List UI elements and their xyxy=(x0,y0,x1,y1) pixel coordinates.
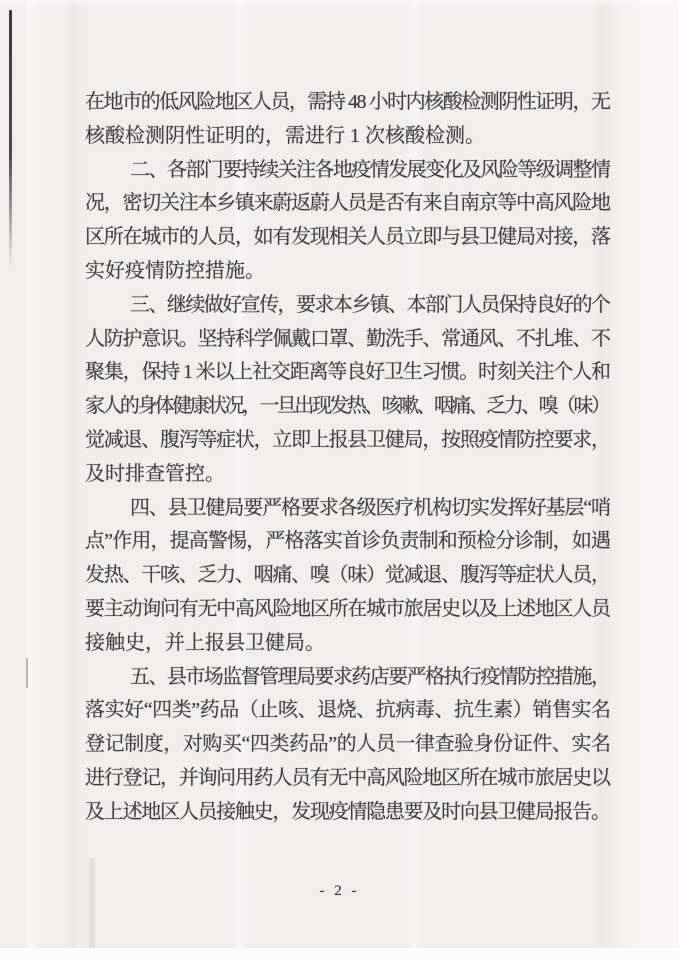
document-text: 实好疫情防控措施。 xyxy=(85,259,265,282)
document-text: 五、县市场监督管理局要求药店要严格执行疫情防控措施， xyxy=(130,665,610,688)
document-text: 落实好“四类”药品（止咳、退烧、抗病毒、抗生素）销售实名 xyxy=(85,699,611,722)
document-text: 觉减退、腹泻等症状，立即上报县卫健局，按照疫情防控要求， xyxy=(85,428,610,451)
document-text: 家人的身体健康状况，一旦出现发热、咳嗽、咽痛、乏力、嗅（味） xyxy=(85,395,609,418)
document-text-line xyxy=(85,221,611,255)
document-text: 核酸检测阴性证明的，需进行 1 次核酸检测。 xyxy=(85,124,485,147)
document-body xyxy=(85,86,611,830)
scan-edge-artifact-left xyxy=(9,10,12,268)
document-text-line xyxy=(85,627,611,661)
scan-smudge-bottom xyxy=(89,858,95,948)
document-text: 在地市的低风险地区人员，需持 48 小时内核酸检测阴性证明，无 xyxy=(85,91,610,113)
document-text: 二、各部门要持续关注各地疫情发展变化及风险等级调整情 xyxy=(130,158,610,181)
document-text-line xyxy=(85,323,611,357)
document-text-line xyxy=(85,356,611,390)
document-text: 进行登记，并询问用药人员有无中高风险地区所在城市旅居史以 xyxy=(85,766,610,789)
document-text: 三、继续做好宣传，要求本乡镇、本部门人员保持良好的个 xyxy=(130,293,610,316)
document-text: 及上述地区人员接触史，发现疫情隐患要及时向县卫健局报告。 xyxy=(85,800,610,823)
document-text-line xyxy=(85,492,611,526)
document-text-line xyxy=(85,187,611,221)
document-text-line xyxy=(85,424,611,458)
document-text-line xyxy=(85,255,611,289)
document-text: 人防护意识。坚持科学佩戴口罩、勤洗手、常通风、不扎堆、不 xyxy=(85,327,610,350)
document-text-line xyxy=(85,762,611,796)
document-text: 发热、干咳、乏力、咽痛、嗅（味）觉减退、腹泻等症状人员， xyxy=(85,564,610,587)
document-text-line xyxy=(85,120,611,154)
document-text-line xyxy=(85,559,611,593)
document-text: 登记制度，对购买“四类药品”的人员一律查验身份证件、实名 xyxy=(85,733,611,756)
document-text-line xyxy=(85,593,611,627)
document-text: 接触史，并上报县卫健局。 xyxy=(85,631,325,654)
document-text-line xyxy=(85,694,611,728)
document-text-line xyxy=(85,86,611,120)
document-text-line xyxy=(85,289,611,323)
document-text: 聚集，保持 1 米以上社交距离等良好卫生习惯。时刻关注个人和 xyxy=(85,361,610,384)
page-number: - 2 - xyxy=(319,883,360,899)
document-text: 况，密切关注本乡镇来蔚返蔚人员是否有来自南京等中高风险地 xyxy=(85,192,610,215)
document-text: 点”作用，提高警惕，严格落实首诊负责制和预检分诊制，如遇 xyxy=(85,530,611,553)
document-text-line xyxy=(85,728,611,762)
document-text-line xyxy=(85,154,611,188)
document-text-line xyxy=(85,796,611,830)
document-text-line xyxy=(85,525,611,559)
document-text: 区所在城市的人员，如有发现相关人员立即与县卫健局对接，落 xyxy=(85,226,610,249)
document-text: 四、县卫健局要严格要求各级医疗机构切实发挥好基层“哨 xyxy=(130,496,610,519)
document-text: 要主动询问有无中高风险地区所在城市旅居史以及上述地区人员 xyxy=(85,597,610,620)
scan-bottom-edge xyxy=(0,948,679,960)
document-text-line xyxy=(85,661,611,695)
document-text-line xyxy=(85,390,611,424)
scan-edge-artifact-small xyxy=(26,658,28,688)
document-text-line xyxy=(85,458,611,492)
document-text: 及时排查管控。 xyxy=(85,462,225,485)
